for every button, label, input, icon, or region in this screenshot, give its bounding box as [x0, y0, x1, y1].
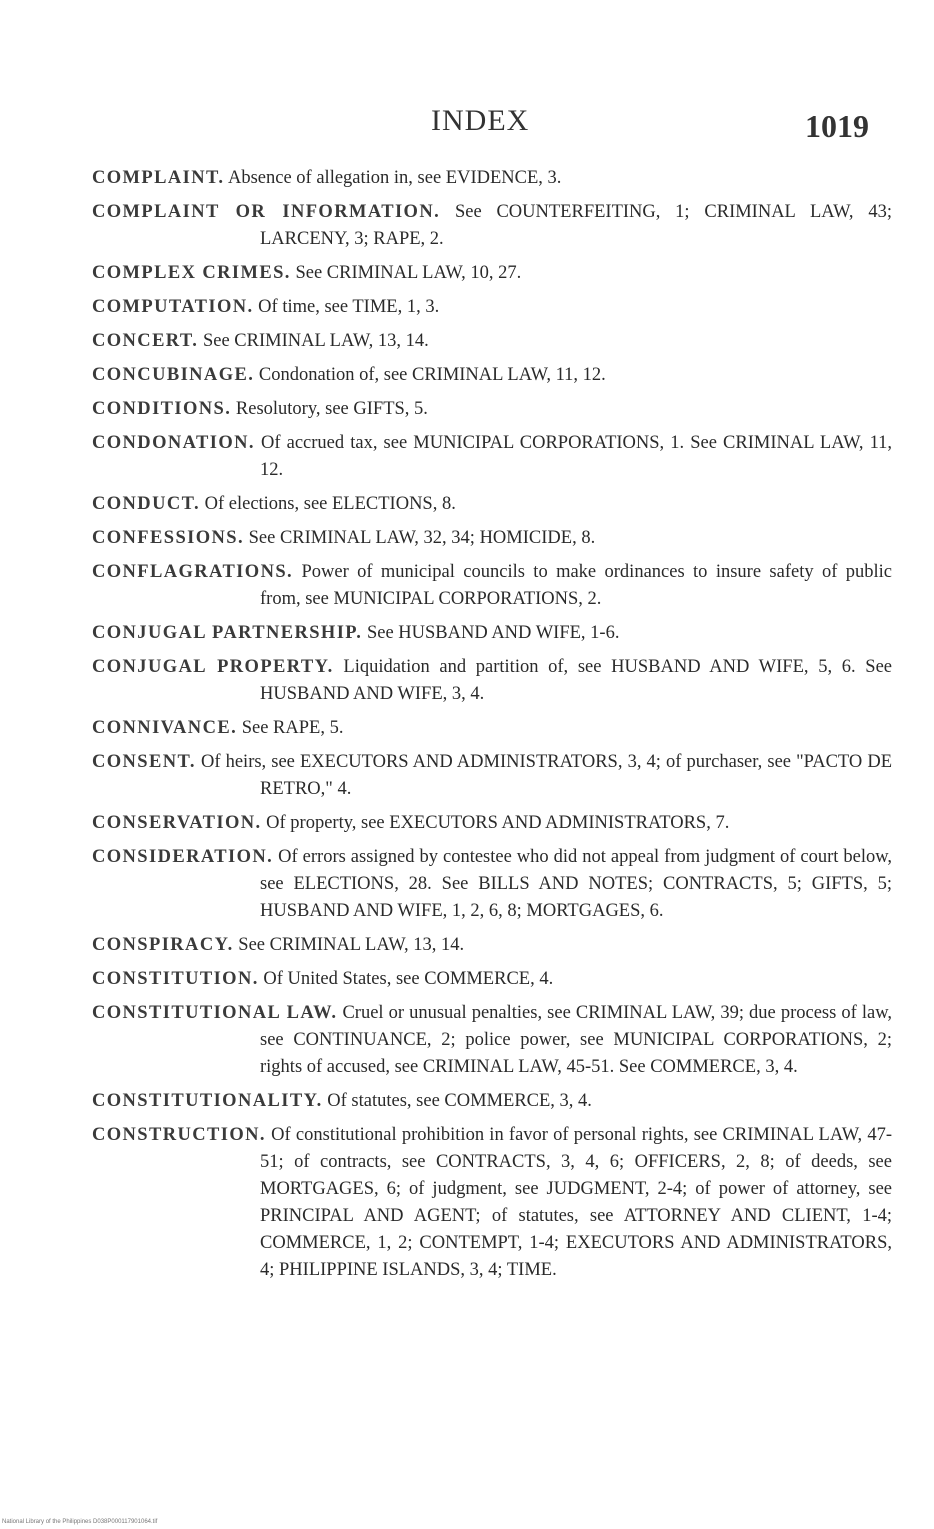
index-entry [92, 844, 892, 925]
entry-term: CONCUBINAGE. [92, 365, 255, 385]
entry-body: See RAPE, 5. [241, 718, 344, 738]
scan-credit: National Library of the Philippines D038P000117901064.tif [2, 1519, 158, 1525]
entry-body: Power of municipal councils to make ordinances to insure safety of public from, see MUNICIPAL CORPORATIONS, 2. [260, 562, 893, 609]
entry-term: COMPLAINT. [92, 168, 225, 188]
entry-term: CONFLAGRATIONS. [92, 562, 294, 582]
index-entries [92, 165, 892, 1291]
entry-body: See CRIMINAL LAW, 13, 14. [202, 331, 429, 351]
index-entry [92, 966, 892, 993]
index-entry [92, 715, 892, 742]
index-entry [92, 328, 892, 355]
entry-term: CONSENT. [92, 752, 196, 772]
entry-body: Absence of allegation in, see EVIDENCE, 3. [227, 168, 562, 188]
entry-term: COMPUTATION. [92, 297, 254, 317]
index-entry [92, 362, 892, 389]
index-entry [92, 396, 892, 423]
entry-term: CONSTITUTIONAL LAW. [92, 1003, 338, 1023]
entry-term: CONFESSIONS. [92, 528, 244, 548]
index-entry [92, 430, 892, 484]
entry-term: CONSTITUTIONALITY. [92, 1091, 323, 1111]
entry-term: CONJUGAL PROPERTY. [92, 657, 334, 677]
entry-body: Of errors assigned by contestee who did not appeal from judgment of court below, see ELECTIONS, 28. See BILLS AND NOTES; CONTRACTS, 5; GIFTS, 5; HUSBAND AND WIFE, 1, 2, 6, 8; MORTGAGES, 6. [260, 847, 893, 921]
index-entry [92, 654, 892, 708]
entry-body: See CRIMINAL LAW, 10, 27. [295, 263, 522, 283]
entry-body: Of time, see TIME, 1, 3. [258, 297, 440, 317]
entry-body: See CRIMINAL LAW, 32, 34; HOMICIDE, 8. [248, 528, 596, 548]
index-entry [92, 810, 892, 837]
entry-body: Of constitutional prohibition in favor of personal rights, see CRIMINAL LAW, 47-51; of contracts, see CONTRACTS, 3, 4, 6; OFFICERS, 2, 8; of deeds, see MORTGAGES, 6; of judgment, see JUDGMENT, 2-4; of power of attorney, see PRINCIPAL AND AGENT; of statutes, see ATTORNEY AND CLIENT, 1-4; COMMERCE, 1, 2; CONTEMPT, 1-4; EXECUTORS AND ADMINISTRATORS, 4; PHILIPPINE ISLANDS, 3, 4; TIME. [260, 1125, 893, 1280]
index-entry [92, 1122, 892, 1284]
index-entry [92, 260, 892, 287]
index-entry [92, 491, 892, 518]
entry-body: Liquidation and partition of, see HUSBAND AND WIFE, 5, 6. See HUSBAND AND WIFE, 3, 4. [260, 657, 893, 704]
entry-term: CONSIDERATION. [92, 847, 274, 867]
entry-body: Of statutes, see COMMERCE, 3, 4. [327, 1091, 592, 1111]
entry-body: Of accrued tax, see MUNICIPAL CORPORATIONS, 1. See CRIMINAL LAW, 11, 12. [260, 433, 893, 480]
index-entry [92, 1000, 892, 1081]
entry-body: Condonation of, see CRIMINAL LAW, 11, 12. [258, 365, 606, 385]
index-entry [92, 525, 892, 552]
entry-body: Of heirs, see EXECUTORS AND ADMINISTRATORS, 3, 4; of purchaser, see "PACTO DE RETRO," 4. [200, 752, 893, 799]
index-entry [92, 620, 892, 647]
index-entry [92, 294, 892, 321]
entry-term: COMPLEX CRIMES. [92, 263, 291, 283]
entry-term: CONJUGAL PARTNERSHIP. [92, 623, 363, 643]
entry-body: See HUSBAND AND WIFE, 1-6. [366, 623, 620, 643]
entry-term: COMPLAINT OR INFORMATION. [92, 202, 441, 222]
entry-term: CONSTITUTION. [92, 969, 259, 989]
index-entry [92, 559, 892, 613]
entry-term: CONDONATION. [92, 433, 255, 453]
index-entry [92, 1088, 892, 1115]
entry-term: CONDUCT. [92, 494, 200, 514]
index-entry [92, 932, 892, 959]
page-number: 1019 [805, 108, 869, 144]
entry-term: CONCERT. [92, 331, 199, 351]
entry-body: Resolutory, see GIFTS, 5. [235, 399, 428, 419]
entry-body: See CRIMINAL LAW, 13, 14. [238, 935, 465, 955]
index-entry [92, 199, 892, 253]
index-entry [92, 165, 892, 192]
index-entry [92, 749, 892, 803]
entry-term: CONSTRUCTION. [92, 1125, 266, 1145]
entry-term: CONSERVATION. [92, 813, 262, 833]
entry-term: CONNIVANCE. [92, 718, 238, 738]
entry-body: See COUNTERFEITING, 1; CRIMINAL LAW, 43; LARCENY, 3; RAPE, 2. [260, 202, 892, 249]
page-header [0, 100, 934, 150]
entry-term: CONDITIONS. [92, 399, 232, 419]
entry-term: CONSPIRACY. [92, 935, 234, 955]
entry-body: Of elections, see ELECTIONS, 8. [204, 494, 456, 514]
entry-body: Cruel or unusual penalties, see CRIMINAL LAW, 39; due process of law, see CONTINUANCE, 2; police power, see MUNICIPAL CORPORATIONS, 2; rights of accused, see CRIMINAL LAW, 45-51. See COMMERCE, 3, 4. [260, 1003, 893, 1077]
running-title: INDEX [431, 104, 530, 137]
entry-body: Of property, see EXECUTORS AND ADMINISTRATORS, 7. [266, 813, 730, 833]
entry-body: Of United States, see COMMERCE, 4. [263, 969, 554, 989]
